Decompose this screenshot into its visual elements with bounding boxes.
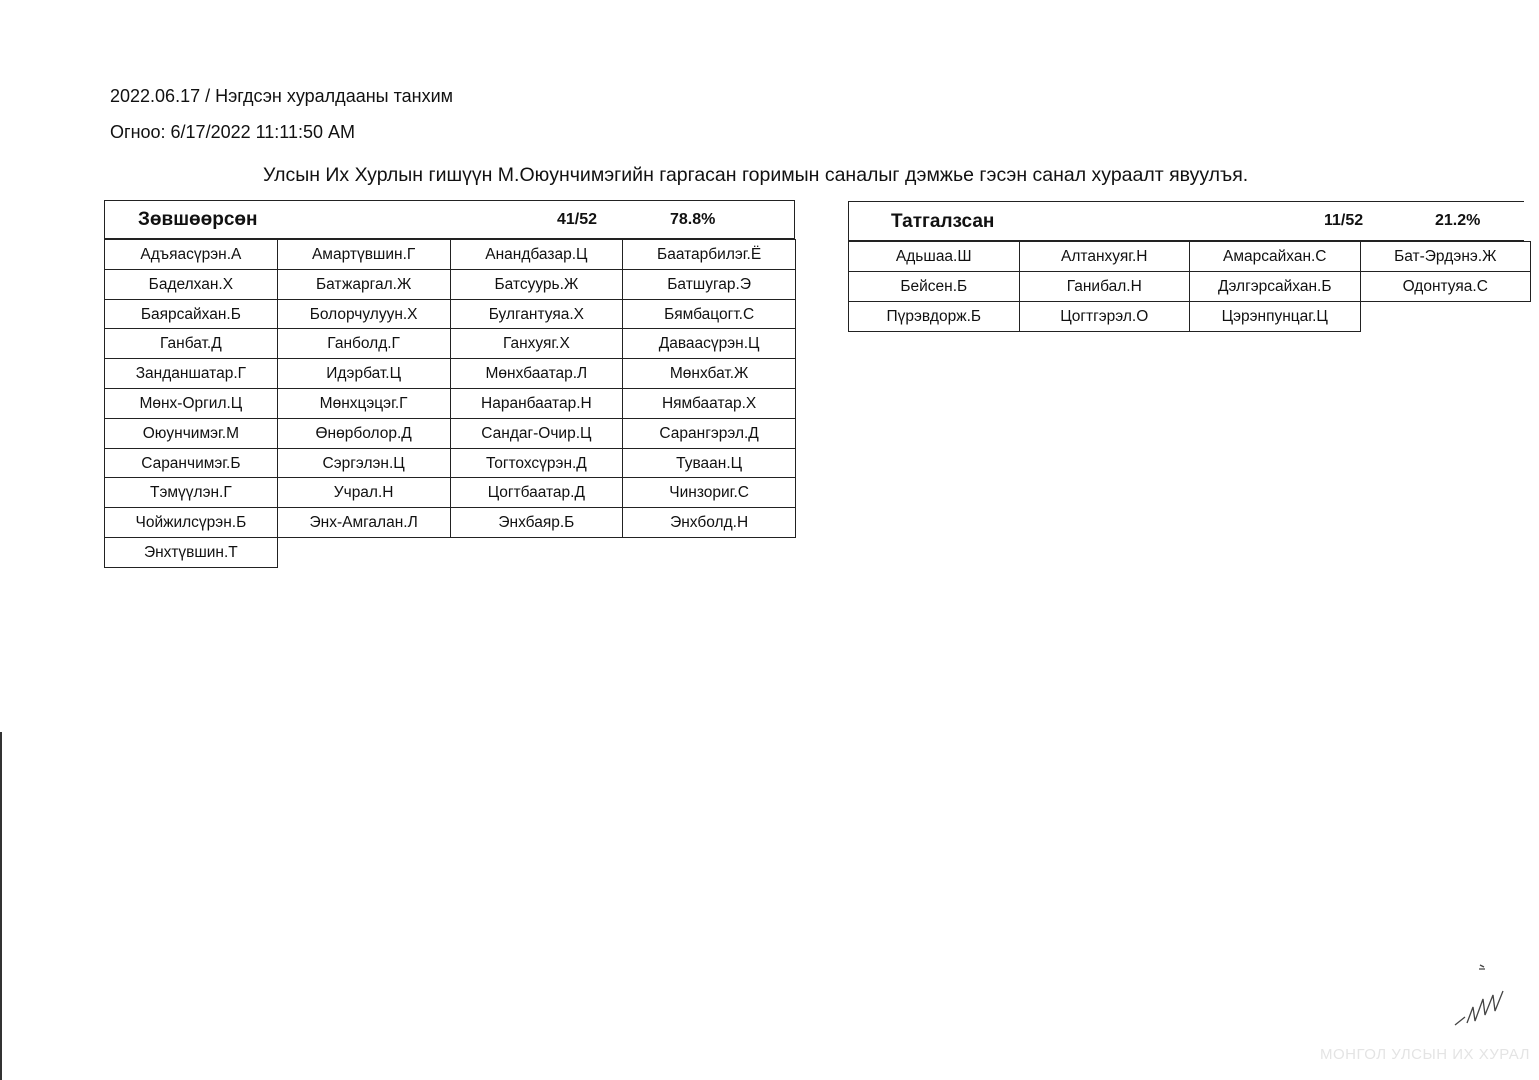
member-cell: Энхболд.Н (622, 507, 796, 538)
member-cell: Ганбат.Д (104, 328, 278, 359)
member-cell: Чинзориг.С (622, 477, 796, 508)
member-cell: Өнөрболор.Д (277, 418, 451, 449)
member-cell: Мөнхцэцэг.Г (277, 388, 451, 419)
session-line: 2022.06.17 / Нэгдсэн хуралдааны танхим (110, 86, 454, 106)
member-cell: Батшугар.Э (622, 269, 796, 300)
member-cell: Сэргэлэн.Ц (277, 448, 451, 479)
member-cell: Баделхан.Х (104, 269, 278, 300)
vote-question: Улсын Их Хурлын гишүүн М.Оюунчимэгийн гаргасан горимын саналыг дэмжье гэсэн санал хураалт явуулъя. (263, 164, 1249, 186)
member-cell: Цэрэнпунцаг.Ц (1189, 301, 1361, 332)
member-cell: Баатарбилэг.Ё (622, 239, 796, 270)
member-cell: Саранчимэг.Б (104, 448, 278, 479)
member-cell: Баярсайхан.Б (104, 299, 278, 330)
rejected-header (848, 201, 1524, 241)
member-cell: Ганибал.Н (1019, 271, 1191, 302)
member-cell: Занданшатар.Г (104, 358, 278, 389)
member-cell: Даваасүрэн.Ц (622, 328, 796, 359)
member-cell: Пүрэвдорж.Б (848, 301, 1020, 332)
rejected-panel (848, 201, 1524, 331)
member-cell: Ганболд.Г (277, 328, 451, 359)
member-cell: Одонтуяа.С (1360, 271, 1532, 302)
member-cell: Цогтбаатар.Д (450, 477, 624, 508)
member-cell: Бейсен.Б (848, 271, 1020, 302)
member-cell: Наранбаатар.Н (450, 388, 624, 419)
member-cell: Амарсайхан.С (1189, 241, 1361, 272)
member-cell: Адьшаа.Ш (848, 241, 1020, 272)
member-cell: Ганхуяг.Х (450, 328, 624, 359)
member-cell: Сарангэрэл.Д (622, 418, 796, 449)
member-cell: Батжаргал.Ж (277, 269, 451, 300)
member-cell: Чойжилсүрэн.Б (104, 507, 278, 538)
rejected-members-grid (848, 241, 1524, 331)
member-cell: Амартүвшин.Г (277, 239, 451, 270)
member-cell: Мөнхбат.Ж (622, 358, 796, 389)
member-cell: Бат-Эрдэнэ.Ж (1360, 241, 1532, 272)
member-cell: Тогтохсүрэн.Д (450, 448, 624, 479)
member-cell: Нямбаатар.Х (622, 388, 796, 419)
date-line: Огноо: 6/17/2022 11:11:50 AM (110, 122, 356, 142)
member-cell: Энхбаяр.Б (450, 507, 624, 538)
member-cell: Алтанхуяг.Н (1019, 241, 1191, 272)
member-cell: Булгантуяа.Х (450, 299, 624, 330)
member-cell: Мөнх-Оргил.Ц (104, 388, 278, 419)
member-cell: Дэлгэрсайхан.Б (1189, 271, 1361, 302)
member-cell: Тэмүүлэн.Г (104, 477, 278, 508)
member-cell: Мөнхбаатар.Л (450, 358, 624, 389)
member-cell: Туваан.Ц (622, 448, 796, 479)
rejected-count: 11/52 (1324, 212, 1364, 229)
signature-mark (1445, 955, 1525, 1035)
member-cell: Цогтгэрэл.О (1019, 301, 1191, 332)
member-cell: Оюунчимэг.М (104, 418, 278, 449)
scan-edge-line (0, 732, 2, 1080)
approved-count: 41/52 (557, 211, 598, 228)
approved-title: Зөвшөөрсөн (138, 209, 258, 230)
member-cell: Бямбацогт.С (622, 299, 796, 330)
member-cell: Сандаг-Очир.Ц (450, 418, 624, 449)
rejected-percent: 21.2% (1435, 212, 1481, 229)
member-cell: Болорчулуун.Х (277, 299, 451, 330)
member-cell: Анандбазар.Ц (450, 239, 624, 270)
member-cell: Идэрбат.Ц (277, 358, 451, 389)
rejected-title: Татгалзсан (891, 211, 995, 232)
member-cell: Учрал.Н (277, 477, 451, 508)
member-cell: Энхтүвшин.Т (104, 537, 278, 568)
approved-percent: 78.8% (670, 211, 716, 228)
approved-header (104, 200, 795, 239)
approved-members-grid (104, 239, 795, 567)
watermark: МОНГОЛ УЛСЫН ИХ ХУРАЛ (1320, 1046, 1530, 1063)
member-cell: Батсуурь.Ж (450, 269, 624, 300)
approved-panel (104, 200, 795, 567)
member-cell: Энх-Амгалан.Л (277, 507, 451, 538)
member-cell: Адъяасүрэн.А (104, 239, 278, 270)
